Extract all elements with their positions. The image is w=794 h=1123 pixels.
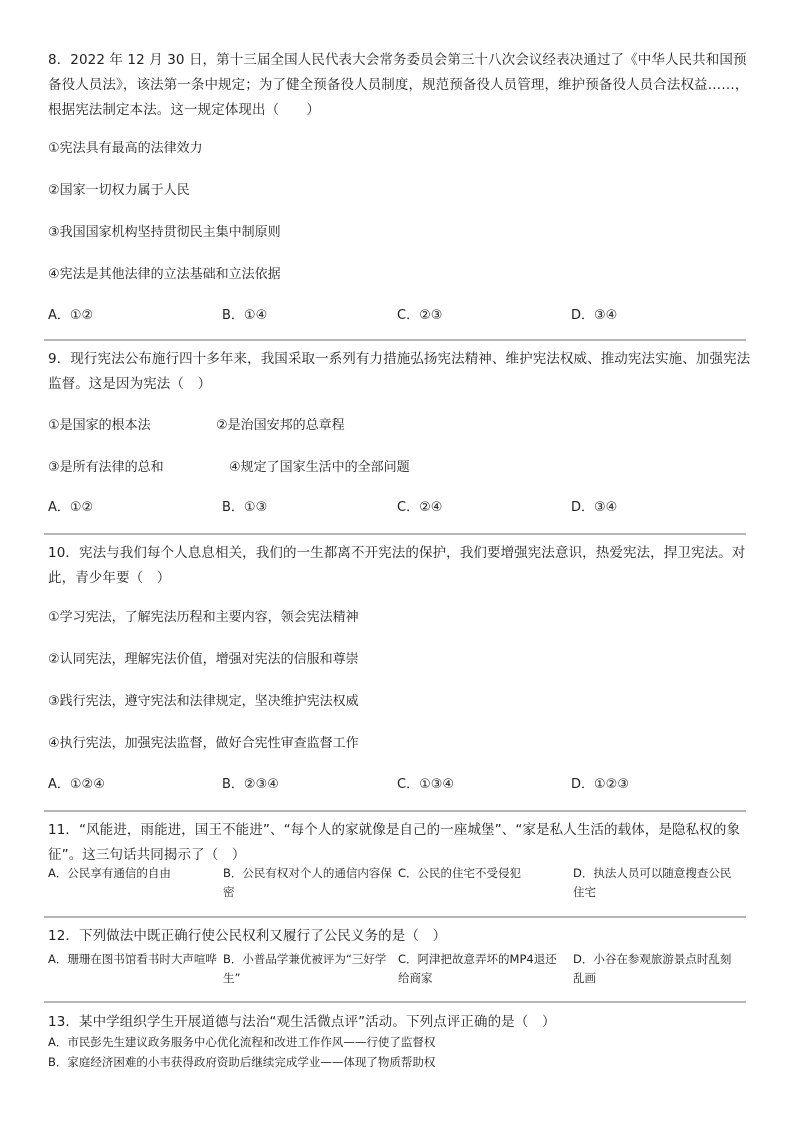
q10-statement-3: ③践行宪法，遵守宪法和法律规定，坚决维护宪法权威 [48, 694, 359, 709]
q8-option-c[interactable]: C．②③ [397, 308, 443, 323]
q8-option-b[interactable]: B．①④ [222, 308, 268, 323]
q11-option-c[interactable]: C．公民的住宅不受侵犯 [398, 866, 522, 880]
q8-statement-2: ②国家一切权力属于人民 [48, 183, 190, 198]
q11-option-d[interactable]: D．执法人员可以随意搜查公民住宅 [573, 866, 732, 899]
q13-option-b[interactable]: B．家庭经济困难的小韦获得政府资助后继续完成学业——体现了物质帮助权 [48, 1055, 436, 1069]
q9-option-d[interactable]: D．③④ [571, 500, 618, 515]
q10-stem: 10．宪法与我们每个人息息相关，我们的一生都离不开宪法的保护，我们要增强宪法意识，热爱宪法，捍卫宪法。对此，青少年要（ ） [48, 545, 746, 586]
q9-statement-1: ①是国家的根本法 [48, 418, 151, 433]
divider [44, 810, 746, 812]
q9-statement-2: ②是治国安邦的总章程 [216, 418, 345, 433]
q12-option-d[interactable]: D．小谷在参观旅游景点时乱刻乱画 [573, 952, 732, 985]
q11-stem: 11．“风能进，雨能进，国王不能进”、“每个人的家就像是自己的一座城堡”、“家是私人生活的载体，是隐私权的象征”。这三句话共同揭示了（ ） [48, 822, 741, 863]
q13-option-a[interactable]: A．市民彭先生建议政务服务中心优化流程和改进工作作风——行使了监督权 [48, 1035, 436, 1049]
q10-option-d[interactable]: D．①②③ [571, 777, 629, 792]
q9-statement-4: ④规定了国家生活中的全部问题 [229, 460, 410, 475]
q10-statement-2: ②认同宪法，理解宪法价值，增强对宪法的信服和尊崇 [48, 652, 359, 667]
q9-stem: 9．现行宪法公布施行四十多年来，我国采取一系列有力措施弘扬宪法精神、维护宪法权威、推动宪法实施、加强宪法监督。这是因为宪法（ ） [48, 351, 751, 392]
q8-statement-1: ①宪法具有最高的法律效力 [48, 141, 203, 156]
q11-option-a[interactable]: A．公民享有通信的自由 [48, 866, 171, 880]
q8-statement-4: ④宪法是其他法律的立法基础和立法依据 [48, 267, 281, 282]
q10-statement-4: ④执行宪法，加强宪法监督，做好合宪性审查监督工作 [48, 736, 359, 751]
q8-option-a[interactable]: A．①② [48, 308, 94, 323]
divider [44, 916, 746, 918]
q12-option-b[interactable]: B．小普品学兼优被评为“三好学生” [223, 952, 387, 985]
q12-option-c[interactable]: C．阿津把故意弄坏的MP4退还给商家 [398, 952, 557, 985]
divider [44, 339, 746, 341]
q9-option-a[interactable]: A．①② [48, 500, 94, 515]
q12-options [48, 950, 748, 988]
q10-statement-1: ①学习宪法，了解宪法历程和主要内容，领会宪法精神 [48, 610, 359, 625]
q9-statement-3: ③是所有法律的总和 [48, 460, 164, 475]
q9-option-c[interactable]: C．②④ [397, 500, 443, 515]
divider [44, 1001, 746, 1003]
q8-statement-3: ③我国国家机构坚持贯彻民主集中制原则 [48, 225, 281, 240]
q13-stem: 13．某中学组织学生开展道德与法治“观生活微点评”活动。下列点评正确的是（ ） [48, 1014, 556, 1030]
q10-option-c[interactable]: C．①③④ [397, 777, 455, 792]
q12-stem: 12．下列做法中既正确行使公民权利又履行了公民义务的是（ ） [48, 928, 447, 944]
q9-option-b[interactable]: B．①③ [222, 500, 268, 515]
divider [44, 533, 746, 535]
q10-option-a[interactable]: A．①②④ [48, 777, 105, 792]
q12-option-a[interactable]: A．珊珊在图书馆看书时大声喧哗 [48, 952, 217, 966]
q11-option-b[interactable]: B．公民有权对个人的通信内容保密 [223, 866, 392, 899]
q8-stem: 8．2022 年 12 月 30 日，第十三届全国人民代表大会常务委员会第三十八次会议经表决通过了《中华人民共和国预备役人员法》，该法第一条中规定；为了健全预备役人员制度，规范预备役人员管理，维护预备役人员合法权益……，根据宪法制定本法。这一规定体现出（ ） [48, 52, 749, 118]
q8-option-d[interactable]: D．③④ [571, 308, 618, 323]
q11-options [48, 864, 748, 902]
q10-option-b[interactable]: B．②③④ [222, 777, 279, 792]
